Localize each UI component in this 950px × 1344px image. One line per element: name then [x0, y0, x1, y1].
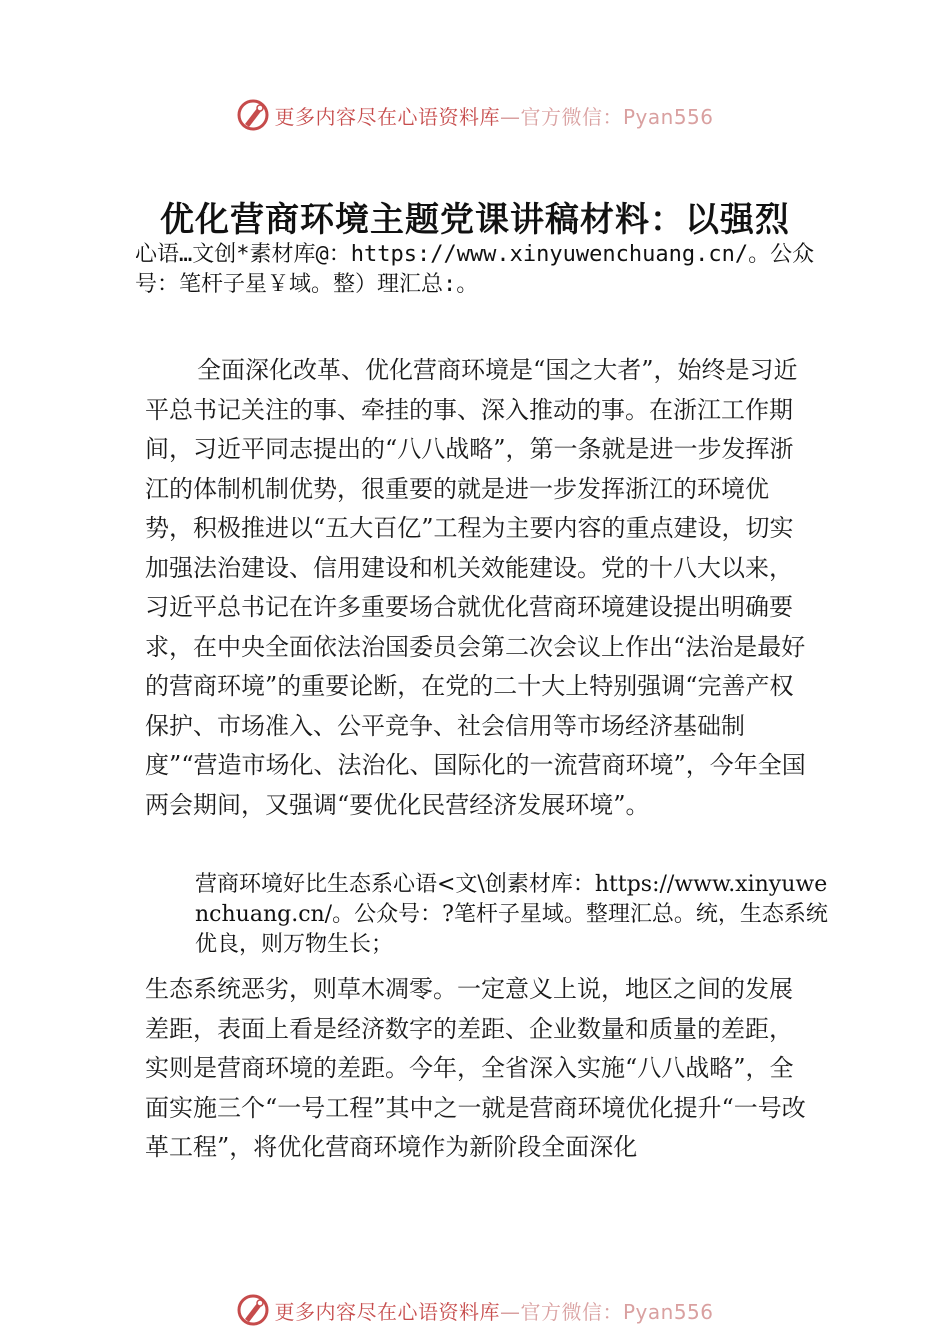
- header-banner-main: 更多内容尽在心语资料库: [274, 104, 500, 129]
- footer-banner-wechat: 官方微信：: [520, 1299, 623, 1324]
- footer-banner-id: Pyan556: [622, 1299, 714, 1324]
- pen-logo-icon: [236, 98, 270, 132]
- document-title: 优化营商环境主题党课讲稿材料：以强烈: [160, 200, 790, 240]
- footer-banner-sep: —: [499, 1299, 521, 1324]
- header-banner: [0, 95, 950, 135]
- paragraph-3: 生态系统恶劣，则草木凋零。一定意义上说，地区之间的发展差距，表面上看是经济数字的差距、企业数量和质量的差距，实则是营商环境的差距。今年，全省深入实施“八八战略”，全面实施三个“一号工程”其中之一就是营商环境优化提升“一号改革工程”，将优化营商环境作为新阶段全面深化: [145, 975, 806, 1161]
- header-banner-text: [274, 101, 713, 130]
- footer-banner-text: [274, 1296, 713, 1325]
- header-banner-wechat: 官方微信：: [520, 104, 623, 129]
- header-banner-id: Pyan556: [622, 104, 714, 129]
- paragraph-1: 全面深化改革、优化营商环境是“国之大者”，始终是习近平总书记关注的事、牵挂的事、深入推动的事。在浙江工作期间，习近平同志提出的“八八战略”，第一条就是进一步发挥浙江的体制机制优势，很重要的就是进一步发挥浙江的环境优势，积极推进以“五大百亿”工程为主要内容的重点建设，切实加强法治建设、信用建设和机关效能建设。党的十八大以来，习近平总书记在许多重要场合就优化营商环境建设提出明确要求，在中央全面依法治国委员会第二次会议上作出“法治是最好的营商环境”的重要论断，在党的二十大上特别强调“完善产权保护、市场准入、公平竞争、社会信用等市场经济基础制度”“营造市场化、法治化、国际化的一流营商环境”，今年全国两会期间，又强调“要优化民营经济发展环境”。: [145, 356, 806, 819]
- pen-logo-icon: [236, 1293, 270, 1327]
- footer-banner: [0, 1290, 950, 1330]
- footer-banner-main: 更多内容尽在心语资料库: [274, 1299, 500, 1324]
- paragraph-2: 营商环境好比生态系心语<文\创素材库：https://www.xinyuwenchuang.cn/。公众号：?笔杆子星域。整理汇总。统，生态系统优良，则万物生长；: [195, 872, 828, 957]
- source-line: 心语…文创*素材库@：https://www.xinyuwenchuang.cn/。公众号：笔杆子星￥域。整）理汇总:。: [135, 242, 815, 297]
- header-banner-sep: —: [499, 104, 521, 129]
